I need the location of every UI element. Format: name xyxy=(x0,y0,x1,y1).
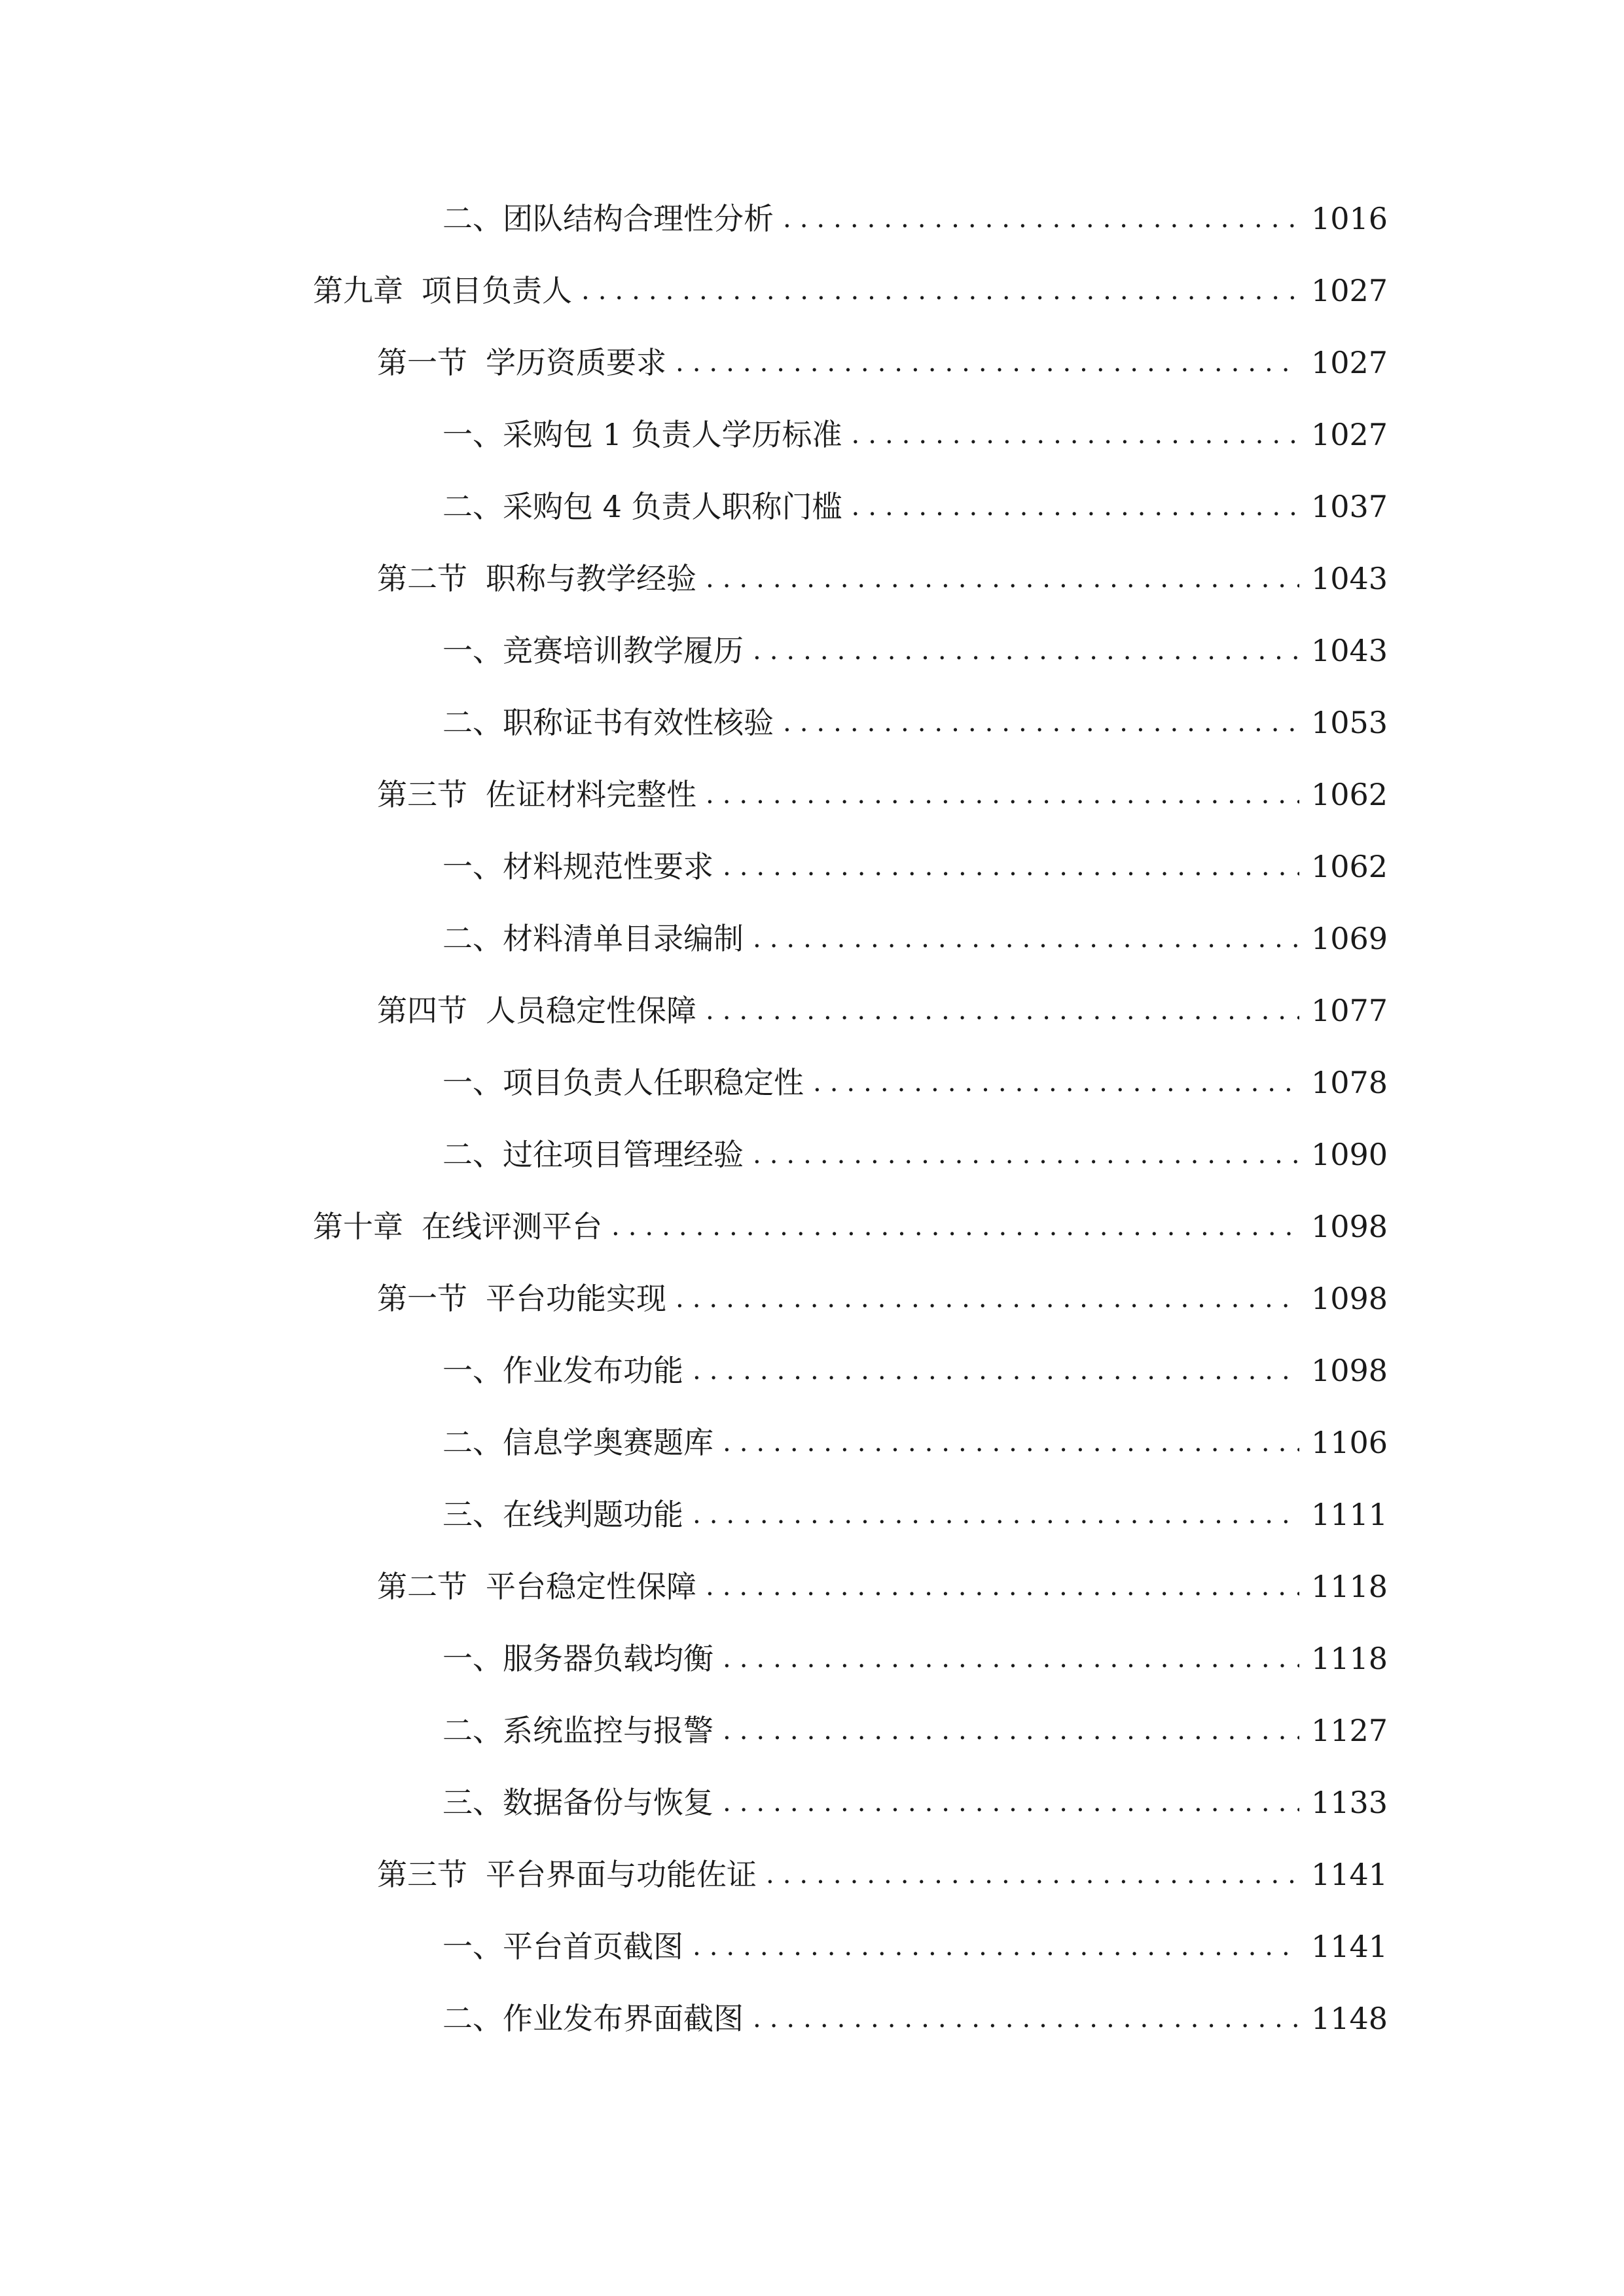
toc-section[interactable] xyxy=(377,552,1388,605)
toc-entry-page: 1141 xyxy=(1311,1929,1388,1964)
toc-entry-title: 作业发布界面截图 xyxy=(503,2001,744,2036)
dot-leader xyxy=(693,1920,1299,1973)
toc-section[interactable] xyxy=(377,1848,1388,1901)
toc-entry-title: 作业发布功能 xyxy=(503,1353,683,1388)
toc-section[interactable] xyxy=(377,984,1388,1037)
dot-leader xyxy=(783,696,1299,749)
toc-entry-title: 材料规范性要求 xyxy=(503,849,713,884)
toc-entry-page: 1111 xyxy=(1311,1497,1388,1532)
toc-entry-number: 第一节 xyxy=(377,1281,467,1316)
toc-entry[interactable] xyxy=(442,840,1388,893)
toc-entry-number: 第三节 xyxy=(377,1857,467,1892)
dot-leader xyxy=(852,480,1299,533)
toc-entry[interactable] xyxy=(442,1488,1388,1541)
toc-entry-title: 材料清单目录编制 xyxy=(503,921,744,956)
toc-entry-page: 1043 xyxy=(1311,633,1388,668)
dot-leader xyxy=(723,1416,1299,1469)
toc-entry-number: 一、 xyxy=(442,1065,503,1100)
toc-entry-page: 1027 xyxy=(1311,345,1388,380)
toc-entry-page: 1037 xyxy=(1311,489,1388,524)
dot-leader xyxy=(753,624,1299,677)
toc-entry-page: 1069 xyxy=(1311,921,1388,956)
dot-leader xyxy=(611,1200,1299,1253)
toc-entry-number: 第三节 xyxy=(377,777,467,812)
toc-entry-page: 1118 xyxy=(1311,1641,1388,1676)
dot-leader xyxy=(706,984,1299,1037)
dot-leader xyxy=(706,552,1299,605)
toc-entry-page: 1118 xyxy=(1311,1569,1388,1604)
toc-entry-page: 1027 xyxy=(1311,273,1388,308)
toc-section[interactable] xyxy=(377,1560,1388,1613)
toc-entry-page: 1098 xyxy=(1311,1209,1388,1244)
toc-entry-page: 1148 xyxy=(1311,2001,1388,2036)
toc-entry-page: 1106 xyxy=(1311,1425,1388,1460)
toc-entry-page: 1090 xyxy=(1311,1137,1388,1172)
toc-entry-number: 一、 xyxy=(442,1353,503,1388)
toc-entry-page: 1062 xyxy=(1311,777,1388,812)
toc-entry-page: 1077 xyxy=(1311,993,1388,1028)
toc-entry-number: 第四节 xyxy=(377,993,467,1028)
toc-entry-title: 职称与教学经验 xyxy=(486,561,696,596)
toc-entry-page: 1098 xyxy=(1311,1353,1388,1388)
toc-entry-title: 佐证材料完整性 xyxy=(486,777,696,812)
toc-chapter[interactable] xyxy=(313,1200,1388,1253)
dot-leader xyxy=(753,1128,1299,1181)
toc-entry-title: 平台界面与功能佐证 xyxy=(486,1857,757,1892)
dot-leader xyxy=(706,768,1299,821)
toc-entry-title: 职称证书有效性核验 xyxy=(503,705,774,740)
toc-entry-page: 1062 xyxy=(1311,849,1388,884)
dot-leader xyxy=(693,1344,1299,1397)
toc-entry-page: 1098 xyxy=(1311,1281,1388,1316)
toc-entry-title: 在线评测平台 xyxy=(422,1209,602,1244)
toc-entry-number: 二、 xyxy=(442,2001,503,2036)
toc-entry-number: 第九章 xyxy=(313,273,403,308)
toc-entry-title: 系统监控与报警 xyxy=(503,1713,713,1748)
toc-entry-page: 1043 xyxy=(1311,561,1388,596)
dot-leader xyxy=(852,408,1299,461)
toc-entry-number: 三、 xyxy=(442,1785,503,1820)
dot-leader xyxy=(723,840,1299,893)
dot-leader xyxy=(766,1848,1299,1901)
toc-entry-number: 二、 xyxy=(442,921,503,956)
toc-entry-title: 平台稳定性保障 xyxy=(486,1569,696,1604)
toc-entry[interactable] xyxy=(442,1056,1388,1109)
dot-leader xyxy=(581,264,1299,317)
toc-entry-number: 一、 xyxy=(442,633,503,668)
toc-entry-number: 第一节 xyxy=(377,345,467,380)
dot-leader xyxy=(813,1056,1299,1109)
toc-entry-number: 二、 xyxy=(442,1425,503,1460)
toc-entry-title: 数据备份与恢复 xyxy=(503,1785,713,1820)
toc-entry[interactable] xyxy=(442,1416,1388,1469)
dot-leader xyxy=(676,1272,1299,1325)
toc-entry-title: 平台功能实现 xyxy=(486,1281,666,1316)
toc-entry-page: 1133 xyxy=(1311,1785,1388,1820)
toc-entry[interactable] xyxy=(442,696,1388,749)
toc-entry-page: 1127 xyxy=(1311,1713,1388,1748)
toc-entry[interactable] xyxy=(442,1704,1388,1757)
dot-leader xyxy=(723,1776,1299,1829)
toc-entry[interactable] xyxy=(442,912,1388,965)
toc-entry[interactable] xyxy=(442,480,1388,533)
toc-entry-page: 1027 xyxy=(1311,417,1388,452)
toc-entry-number: 一、 xyxy=(442,849,503,884)
dot-leader xyxy=(723,1632,1299,1685)
toc-entry-page: 1053 xyxy=(1311,705,1388,740)
dot-leader xyxy=(693,1488,1299,1541)
toc-entry-title: 采购包 1 负责人学历标准 xyxy=(503,417,842,452)
toc-entry-title: 采购包 4 负责人职称门槛 xyxy=(503,489,842,524)
toc-entry-number: 二、 xyxy=(442,705,503,740)
dot-leader xyxy=(676,336,1299,389)
toc-entry-page: 1078 xyxy=(1311,1065,1388,1100)
toc-entry[interactable] xyxy=(442,1128,1388,1181)
toc-entry[interactable] xyxy=(442,408,1388,461)
toc-entry-title: 服务器负载均衡 xyxy=(503,1641,713,1676)
toc-entry[interactable] xyxy=(442,1992,1388,2045)
toc-entry-number: 第十章 xyxy=(313,1209,403,1244)
toc-entry-title: 过往项目管理经验 xyxy=(503,1137,744,1172)
toc-entry-number: 一、 xyxy=(442,1929,503,1964)
dot-leader xyxy=(723,1704,1299,1757)
toc-entry-number: 第二节 xyxy=(377,1569,467,1604)
toc-chapter[interactable] xyxy=(313,264,1388,317)
dot-leader xyxy=(706,1560,1299,1613)
toc-entry[interactable] xyxy=(442,192,1388,245)
toc-entry-number: 二、 xyxy=(442,201,503,236)
toc-section[interactable] xyxy=(377,1272,1388,1325)
toc-entry-page: 1141 xyxy=(1311,1857,1388,1892)
toc-entry-title: 人员稳定性保障 xyxy=(486,993,696,1028)
toc-entry[interactable] xyxy=(442,1344,1388,1397)
toc-entry-page: 1016 xyxy=(1311,201,1388,236)
toc-entry-title: 学历资质要求 xyxy=(486,345,666,380)
dot-leader xyxy=(753,1992,1299,2045)
toc-entry-number: 三、 xyxy=(442,1497,503,1532)
toc-entry-title: 团队结构合理性分析 xyxy=(503,201,774,236)
toc-entry-number: 二、 xyxy=(442,1713,503,1748)
toc-entry-number: 二、 xyxy=(442,1137,503,1172)
toc-section[interactable] xyxy=(377,768,1388,821)
dot-leader xyxy=(753,912,1299,965)
toc-entry-number: 第二节 xyxy=(377,561,467,596)
toc-entry-title: 项目负责人任职稳定性 xyxy=(503,1065,804,1100)
toc-entry[interactable] xyxy=(442,1920,1388,1973)
toc-entry[interactable] xyxy=(442,624,1388,677)
toc-entry-title: 项目负责人 xyxy=(422,273,572,308)
toc-entry-title: 在线判题功能 xyxy=(503,1497,683,1532)
toc-entry[interactable] xyxy=(442,1776,1388,1829)
toc-section[interactable] xyxy=(377,336,1388,389)
toc-entry-title: 竞赛培训教学履历 xyxy=(503,633,744,668)
toc-entry-title: 信息学奥赛题库 xyxy=(503,1425,713,1460)
toc-entry-number: 二、 xyxy=(442,489,503,524)
toc-entry-title: 平台首页截图 xyxy=(503,1929,683,1964)
toc-entry-number: 一、 xyxy=(442,417,503,452)
toc-entry-number: 一、 xyxy=(442,1641,503,1676)
toc-entry[interactable] xyxy=(442,1632,1388,1685)
dot-leader xyxy=(783,192,1299,245)
